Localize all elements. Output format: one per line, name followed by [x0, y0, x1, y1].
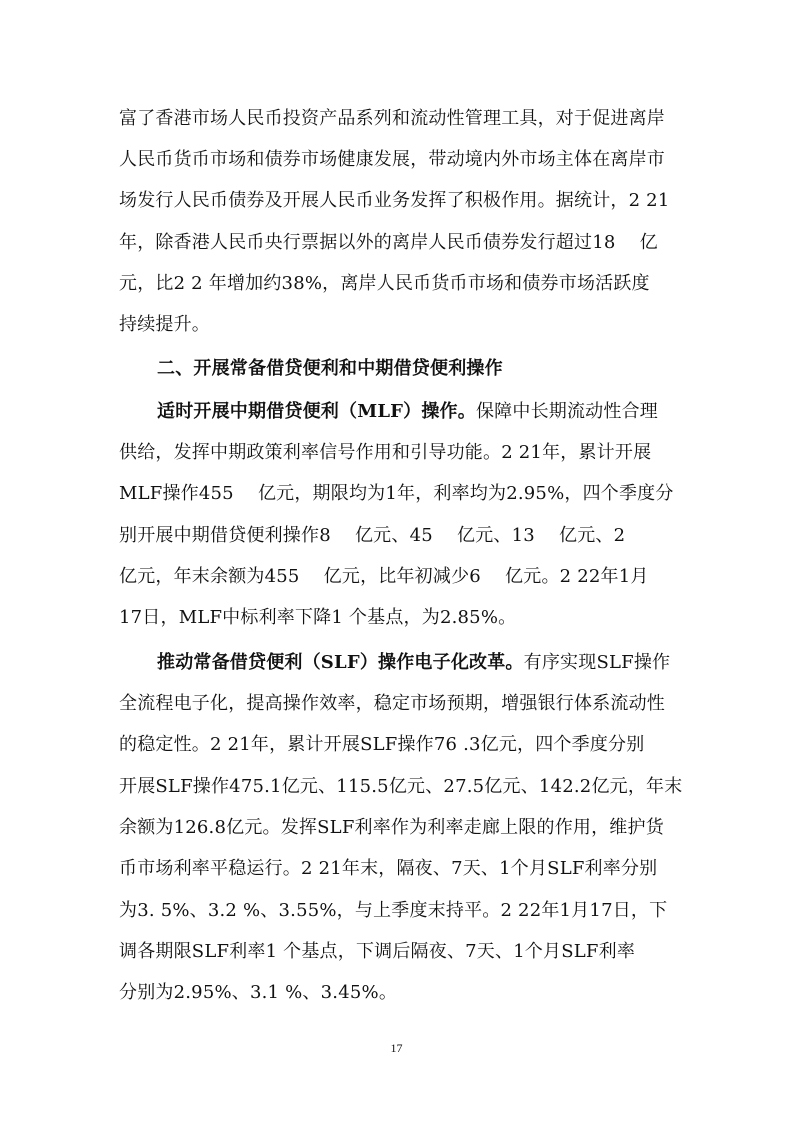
paragraph-first-line — [157, 651, 712, 675]
paragraph-line: 别开展中期借贷便利操作8 亿元、45 亿元、13 亿元、2 — [119, 525, 626, 546]
paragraph-line: 场发行人民币债券及开展人民币业务发挥了积极作用。据统计，2 21 — [119, 190, 670, 211]
paragraph-line: 年，除香港人民币央行票据以外的离岸人民币债券发行超过18 亿 — [119, 232, 658, 253]
paragraph-line: 全流程电子化，提高操作效率，稳定市场预期，增强银行体系流动性 — [119, 693, 665, 714]
paragraph-lead: 推动常备借贷便利（SLF）操作电子化改革。 — [157, 652, 524, 673]
paragraph-line: 为3. 5%、3.2 %、3.55%，与上季度末持平。2 22年1月17日，下 — [119, 900, 668, 921]
paragraph-line: 开展SLF操作475.1亿元、115.5亿元、27.5亿元、142.2亿元，年末 — [119, 776, 683, 797]
paragraph-line: 的稳定性。2 21年，累计开展SLF操作76 .3亿元，四个季度分别 — [119, 734, 645, 755]
paragraph-line: 富了香港市场人民币投资产品系列和流动性管理工具，对于促进离岸 — [119, 108, 665, 129]
paragraph-line: MLF操作455 亿元，期限均为1年，利率均为2.95%，四个季度分 — [119, 483, 674, 504]
page-number: 17 — [390, 1041, 403, 1055]
paragraph-line: 亿元，年末余额为455 亿元，比年初减少6 亿元。2 22年1月 — [119, 566, 649, 587]
paragraph-line: 供给，发挥中期政策利率信号作用和引导功能。2 21年，累计开展 — [119, 442, 652, 463]
paragraph-line: 持续提升。 — [119, 314, 210, 335]
paragraph-text: 有序实现SLF操作 — [523, 652, 671, 673]
paragraph-line: 币市场利率平稳运行。2 21年末，隔夜、7天、1个月SLF利率分别 — [119, 858, 658, 879]
paragraph-line: 人民币货币市场和债券市场健康发展，带动境内外市场主体在离岸市 — [119, 149, 665, 170]
paragraph-first-line — [157, 400, 712, 424]
paragraph-line: 余额为126.8亿元。发挥SLF利率作为利率走廊上限的作用，维护货 — [119, 817, 664, 838]
paragraph-line: 调各期限SLF利率1 个基点，下调后隔夜、7天、1个月SLF利率 — [119, 941, 636, 962]
paragraph-line: 分别为2.95%、3.1 %、3.45%。 — [119, 982, 398, 1003]
paragraph-line: 17日，MLF中标利率下降1 个基点，为2.85%。 — [119, 607, 517, 628]
section-heading: 二、开展常备借贷便利和中期借贷便利操作 — [157, 358, 503, 379]
paragraph-text: 保障中长期流动性合理 — [475, 401, 658, 422]
paragraph-line: 元，比2 2 年增加约38%，离岸人民币货币市场和债券市场活跃度 — [119, 273, 650, 294]
paragraph-lead: 适时开展中期借贷便利（MLF）操作。 — [157, 401, 476, 422]
